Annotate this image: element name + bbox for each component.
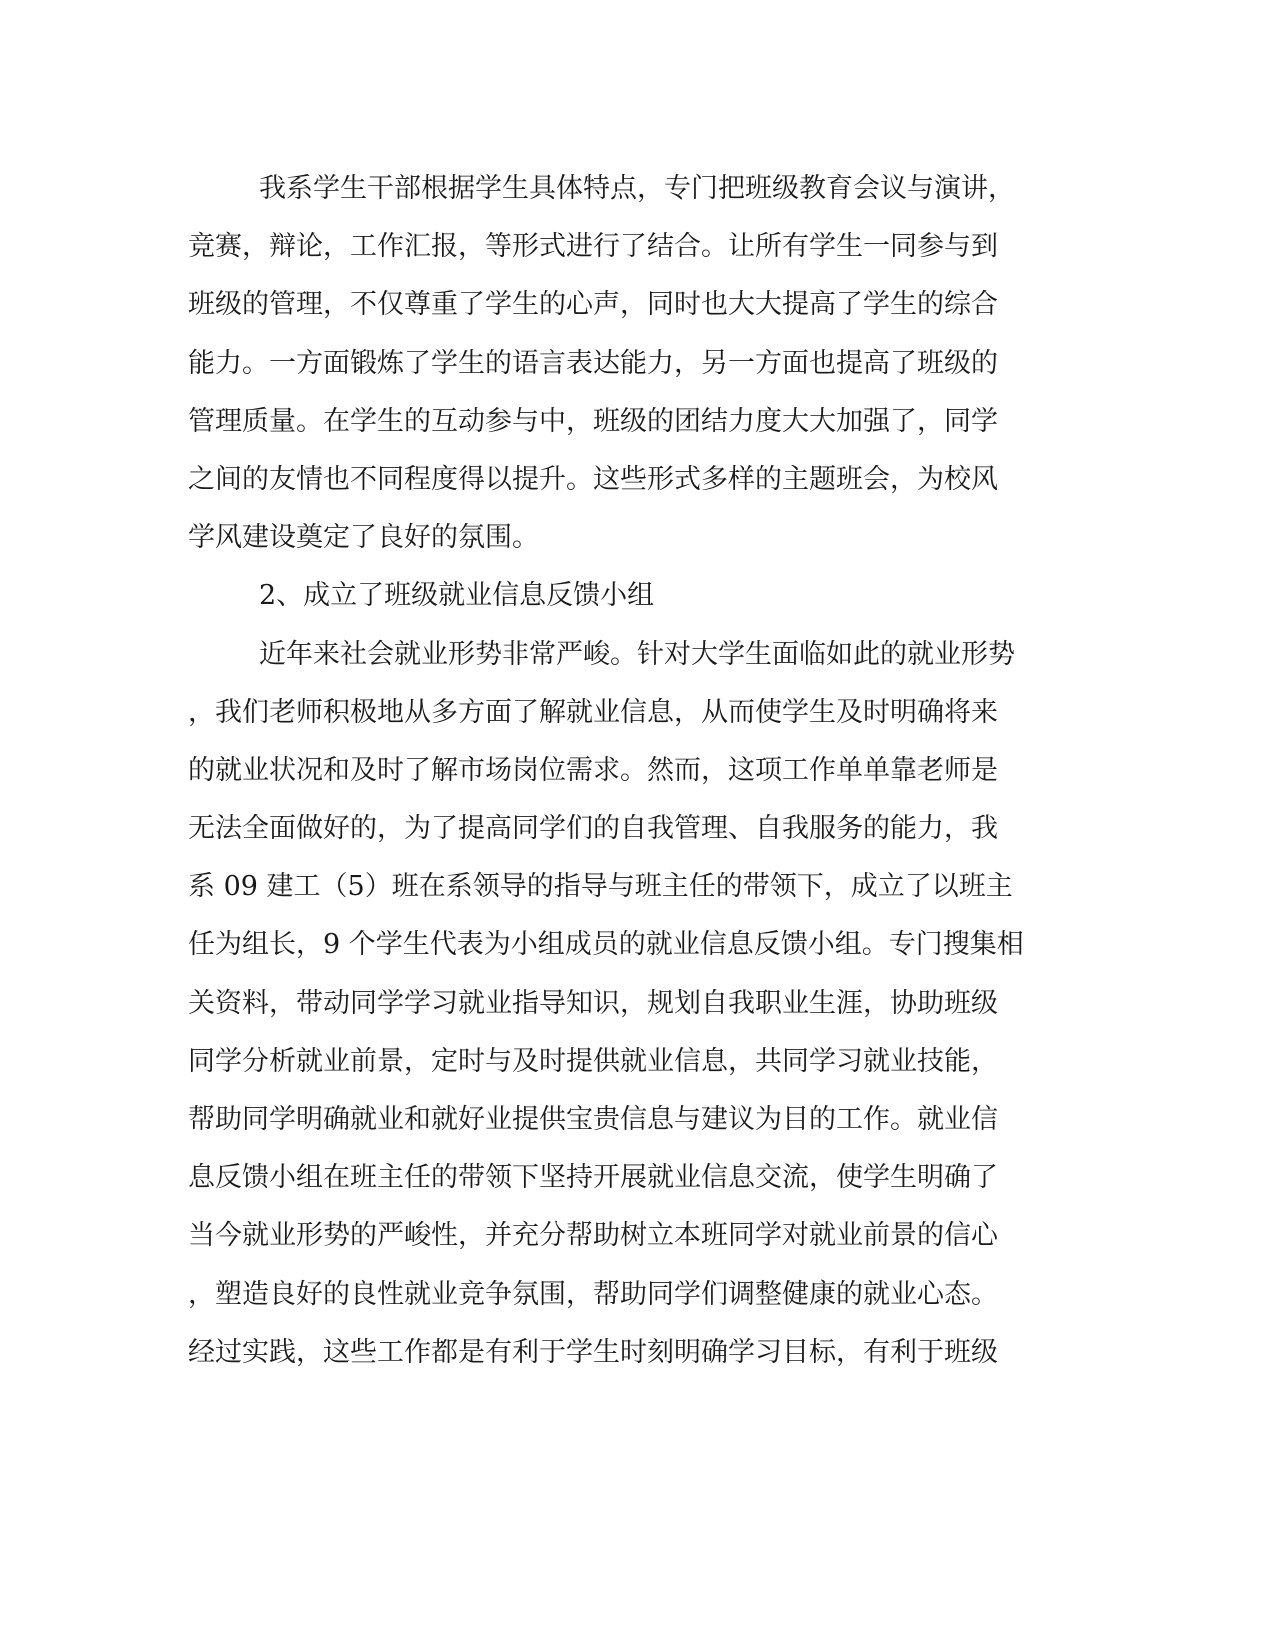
body-text [188,160,1088,1382]
paragraph-line: 同学分析就业前景，定时与及时提供就业信息，共同学习就业技能， [188,1045,998,1077]
paragraph-line: 息反馈小组在班主任的带领下坚持开展就业信息交流，使学生明确了 [188,1162,998,1194]
paragraph-line: 近年来社会就业形势非常严峻。针对大学生面临如此的就业形势 [259,638,1015,670]
paragraph-line: 学风建设奠定了良好的氛围。 [188,522,539,554]
paragraph-line: 班级的管理，不仅尊重了学生的心声，同时也大大提高了学生的综合 [188,289,998,321]
paragraph-line: 当今就业形势的严峻性，并充分帮助树立本班同学对就业前景的信心 [188,1220,998,1252]
paragraph-line: 任为组长，9 个学生代表为小组成员的就业信息反馈小组。专门搜集相 [188,929,1024,961]
section-heading: 2、成立了班级就业信息反馈小组 [259,580,655,612]
paragraph-line: ，塑造良好的良性就业竞争氛围，帮助同学们调整健康的就业心态。 [188,1278,998,1310]
paragraph-line: 竞赛，辩论，工作汇报，等形式进行了结合。让所有学生一同参与到 [188,231,998,263]
paragraph-line: 系 09 建工（5）班在系领导的指导与班主任的带领下，成立了以班主 [188,871,1013,903]
paragraph-line: 管理质量。在学生的互动参与中，班级的团结力度大大加强了，同学 [188,405,998,437]
paragraph-line: 帮助同学明确就业和就好业提供宝贵信息与建议为目的工作。就业信 [188,1104,998,1135]
paragraph-line: 的就业状况和及时了解市场岗位需求。然而，这项工作单单靠老师是 [188,754,998,786]
paragraph-line: 经过实践，这些工作都是有利于学生时刻明确学习目标，有利于班级 [188,1336,998,1368]
paragraph-line: 关资料，带动同学学习就业指导知识，规划自我职业生涯，协助班级 [188,987,998,1019]
paragraph-line: 之间的友情也不同程度得以提升。这些形式多样的主题班会，为校风 [188,463,998,495]
paragraph-line: ，我们老师积极地从多方面了解就业信息，从而使学生及时明确将来 [188,696,998,728]
paragraph-line: 我系学生干部根据学生具体特点，专门把班级教育会议与演讲， [259,173,1015,204]
paragraph-line: 能力。一方面锻炼了学生的语言表达能力，另一方面也提高了班级的 [188,347,998,379]
paragraph-line: 无法全面做好的，为了提高同学们的自我管理、自我服务的能力，我 [188,813,998,845]
